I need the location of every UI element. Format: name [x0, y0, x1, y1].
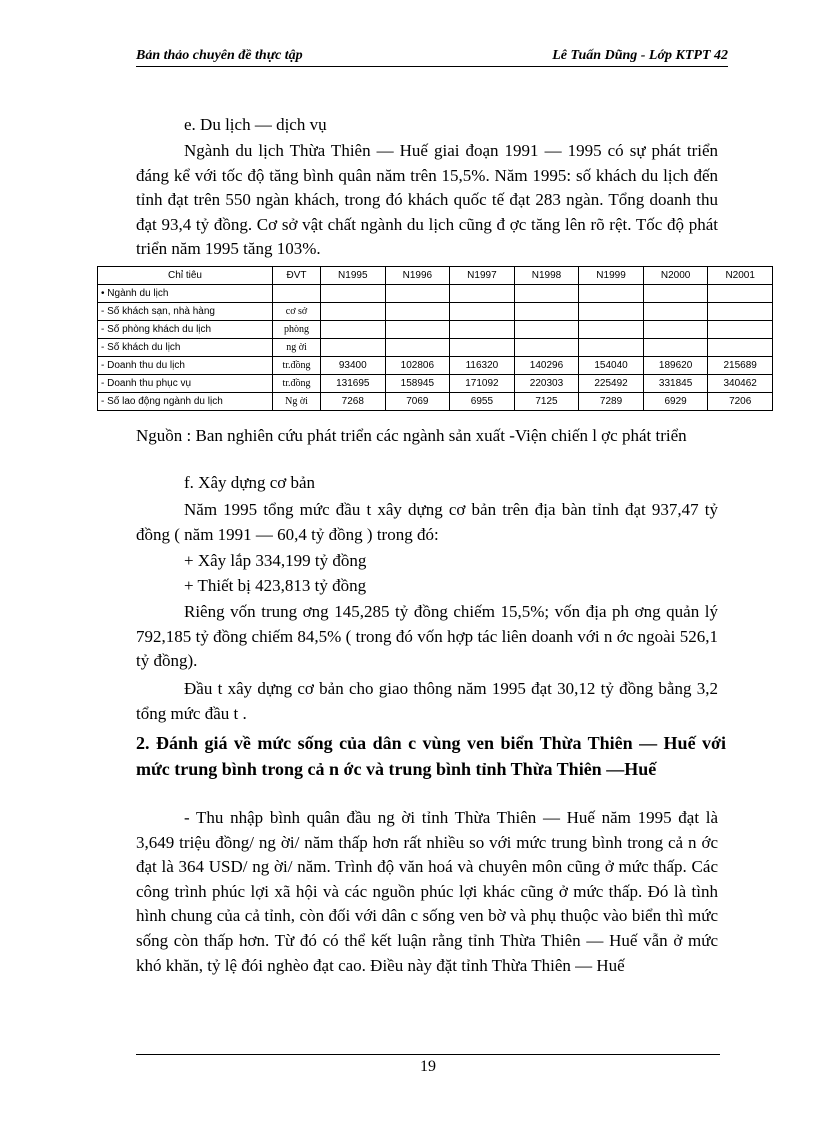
- row-label: - Số khách sạn, nhà hàng: [98, 303, 273, 321]
- table-cell: [385, 303, 450, 321]
- row-unit: cơ sở: [273, 303, 321, 321]
- row-label: • Ngành du lịch: [98, 285, 273, 303]
- table-cell: 7125: [514, 393, 579, 411]
- table-cell: [385, 285, 450, 303]
- table-cell: 131695: [321, 375, 386, 393]
- table-row: [98, 321, 773, 339]
- section-f-item-2: + Thiết bị 423,813 tỷ đồng: [184, 576, 367, 595]
- table-cell: 154040: [579, 357, 644, 375]
- table-cell: 215689: [708, 357, 773, 375]
- table-cell: [514, 285, 579, 303]
- table-header-cell: N1998: [514, 267, 579, 285]
- table-cell: [385, 321, 450, 339]
- table-cell: [450, 303, 515, 321]
- table-cell: 102806: [385, 357, 450, 375]
- table-header-cell: N1999: [579, 267, 644, 285]
- table-cell: [643, 339, 708, 357]
- page-header: [136, 48, 728, 68]
- table-row: [98, 375, 773, 393]
- table-header-cell: N2000: [643, 267, 708, 285]
- section-f-title: f. Xây dựng cơ bản: [184, 473, 316, 492]
- header-rule: [136, 66, 728, 67]
- table-header-cell: Chỉ tiêu: [98, 267, 273, 285]
- header-left-text: Bản thảo chuyên đề thực tập: [136, 48, 303, 63]
- table-cell: 7268: [321, 393, 386, 411]
- table-cell: [643, 303, 708, 321]
- row-unit: [273, 285, 321, 303]
- table-cell: [708, 321, 773, 339]
- table-row: [98, 357, 773, 375]
- table-cell: 189620: [643, 357, 708, 375]
- table-cell: [450, 339, 515, 357]
- table-cell: 93400: [321, 357, 386, 375]
- table-cell: [321, 321, 386, 339]
- table-cell: 7069: [385, 393, 450, 411]
- table-cell: 6929: [643, 393, 708, 411]
- table-cell: [579, 303, 644, 321]
- table-cell: [514, 303, 579, 321]
- row-unit: Ng ời: [273, 393, 321, 411]
- table-cell: [579, 321, 644, 339]
- section-e-title: e. Du lịch — dịch vụ: [184, 115, 327, 134]
- table-cell: [321, 285, 386, 303]
- table-header-row: [98, 267, 773, 285]
- footer-rule: [136, 1054, 720, 1055]
- page-number: 19: [420, 1058, 436, 1075]
- row-label: - Doanh thu phục vụ: [98, 375, 273, 393]
- table-cell: 171092: [450, 375, 515, 393]
- row-unit: tr.đồng: [273, 375, 321, 393]
- table-cell: [643, 285, 708, 303]
- table-cell: [450, 321, 515, 339]
- header-right-text: Lê Tuấn Dũng - Lớp KTPT 42: [552, 48, 728, 63]
- table-cell: [514, 339, 579, 357]
- section-2-paragraph: - Thu nhập bình quân đầu ng ời tỉnh Thừa Thiên — Huế năm 1995 đạt là 3,649 triệu đồng/ ng ời/ năm thấp hơn rất nhiều so với mức trung bình trong cả n ớc đạt là 364 USD/ ng ời/ năm. Trình độ văn hoá và chuyên môn cũng ở mức thấp. Các công trình phúc lợi xã hội và các nguồn phúc lợi khác cũng ở mức thấp. Đó là tình hình chung của cả tỉnh, còn đối với dân c sống ven bờ và phụ thuộc vào biển thì mức sống còn thấp hơn. Từ đó có thể kết luận rằng tỉnh Thừa Thiên — Huế vẫn ở mức khó khăn, tỷ lệ đói nghèo đạt cao. Điều này đặt tỉnh Thừa Thiên — Huế: [136, 808, 718, 975]
- table-cell: 7289: [579, 393, 644, 411]
- section-f-paragraph-3: Đầu t xây dựng cơ bản cho giao thông năm 1995 đạt 30,12 tỷ đồng bằng 3,2 tổng mức đầu t .: [136, 679, 718, 723]
- table-row: [98, 303, 773, 321]
- table-header-cell: N1996: [385, 267, 450, 285]
- table-cell: [514, 321, 579, 339]
- section-f-paragraph-1: Năm 1995 tổng mức đầu t xây dựng cơ bản trên địa bàn tỉnh đạt 937,47 tỷ đồng ( năm 1991 — 60,4 tỷ đồng ) trong đó:: [136, 500, 718, 544]
- row-label: - Số phòng khách du lịch: [98, 321, 273, 339]
- table-cell: [450, 285, 515, 303]
- table-cell: 116320: [450, 357, 515, 375]
- table-row: [98, 285, 773, 303]
- table-cell: [708, 303, 773, 321]
- table-cell: 6955: [450, 393, 515, 411]
- table-cell: [708, 285, 773, 303]
- table-header-cell: N2001: [708, 267, 773, 285]
- table-cell: 220303: [514, 375, 579, 393]
- table-cell: 331845: [643, 375, 708, 393]
- table-cell: [385, 339, 450, 357]
- row-label: - Số lao động ngành du lịch: [98, 393, 273, 411]
- row-label: - Doanh thu du lịch: [98, 357, 273, 375]
- table-row: [98, 339, 773, 357]
- table-cell: [579, 339, 644, 357]
- table-source-note: Nguồn : Ban nghiên cứu phát triển các ngành sản xuất -Viện chiến l ợc phát triển: [136, 426, 687, 445]
- row-unit: phòng: [273, 321, 321, 339]
- row-label: - Số khách du lịch: [98, 339, 273, 357]
- table-cell: 7206: [708, 393, 773, 411]
- tourism-table: [97, 266, 773, 411]
- table-cell: [321, 339, 386, 357]
- section-f-paragraph-2: Riêng vốn trung ơng 145,285 tỷ đồng chiếm 15,5%; vốn địa ph ơng quản lý 792,185 tỷ đồng chiếm 84,5% ( trong đó vốn hợp tác liên doanh với n ớc ngoài 526,1 tỷ đồng).: [136, 602, 718, 671]
- table-header-cell: ĐVT: [273, 267, 321, 285]
- table-cell: [708, 339, 773, 357]
- table-cell: [579, 285, 644, 303]
- table-cell: [321, 303, 386, 321]
- section-f-item-1: + Xây lắp 334,199 tỷ đồng: [184, 551, 367, 570]
- section-2-heading: 2. Đánh giá về mức sống của dân c vùng ven biển Thừa Thiên — Huế với mức trung bình trong cả n ớc và trung bình tỉnh Thừa Thiên —Huế: [136, 733, 726, 779]
- section-e-paragraph: Ngành du lịch Thừa Thiên — Huế giai đoạn 1991 — 1995 có sự phát triển đáng kể với tốc độ tăng bình quân năm trên 15,5%. Năm 1995: số khách du lịch đến tỉnh đạt trên 550 ngàn khách, trong đó khách quốc tế đạt 283 ngàn. Tổng doanh thu đạt 93,4 tỷ đồng. Cơ sở vật chất ngành du lịch cũng đ ợc tăng lên rõ rệt. Tốc độ phát triển năm 1995 tăng 103%.: [136, 141, 718, 259]
- table-header-cell: N1997: [450, 267, 515, 285]
- table-row: [98, 393, 773, 411]
- row-unit: ng ời: [273, 339, 321, 357]
- row-unit: tr.đồng: [273, 357, 321, 375]
- table-cell: 340462: [708, 375, 773, 393]
- table-cell: 225492: [579, 375, 644, 393]
- table-cell: [643, 321, 708, 339]
- table-cell: 158945: [385, 375, 450, 393]
- table-cell: 140296: [514, 357, 579, 375]
- table-header-cell: N1995: [321, 267, 386, 285]
